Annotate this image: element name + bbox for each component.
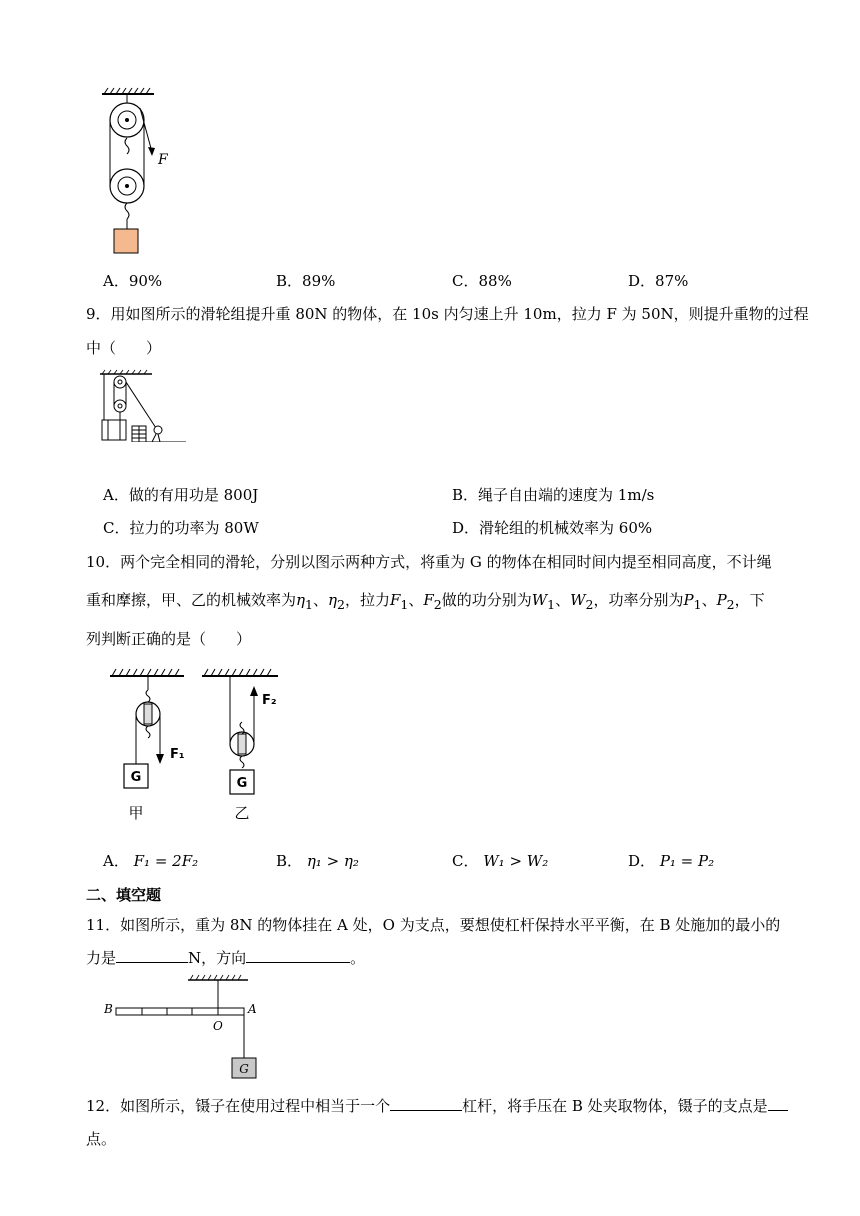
q11-label-g: G bbox=[239, 1062, 249, 1076]
q10-option-c: C． W₁ > W₂ bbox=[452, 852, 549, 870]
q8-option-a: A．90% bbox=[103, 272, 163, 290]
q12-blank-fulcrum[interactable] bbox=[768, 1096, 788, 1111]
q11-lever-figure bbox=[104, 972, 274, 1084]
q10-option-a: A． F₁ = 2F₂ bbox=[103, 852, 199, 870]
q10-stem-line3: 列判断正确的是（ ） bbox=[86, 630, 252, 648]
q10-pulley-figure bbox=[106, 664, 296, 828]
q10-stem-line2: 重和摩擦，甲、乙的机械效率为$\eta_1$、$\eta_2$，拉力$F_1$、$F_2$做的功分别为$W_1$、$W_2$，功率分别为$P_1$、$P_2$，下 bbox=[86, 591, 765, 612]
q11-label-o: O bbox=[213, 1019, 223, 1033]
q9-stem-line2: 中（ ） bbox=[86, 339, 162, 357]
q11-stem-line1: 11．如图所示，重为 8N 的物体挂在 A 处，O 为支点，要想使杠杆保持水平平衡，在 B 处施加的最小的 bbox=[86, 916, 781, 934]
q11-label-b: B bbox=[104, 1002, 113, 1016]
q10-left-weight: G bbox=[130, 770, 142, 785]
q11-blank-force[interactable] bbox=[116, 948, 188, 963]
q9-option-d: D．滑轮组的机械效率为 60% bbox=[452, 519, 653, 537]
q9-option-a: A．做的有用功是 800J bbox=[103, 486, 259, 504]
q10-right-label: 乙 bbox=[234, 804, 250, 822]
q11-blank-direction[interactable] bbox=[246, 948, 350, 963]
q8-force-label: F bbox=[158, 152, 168, 168]
q9-option-c: C．拉力的功率为 80W bbox=[103, 519, 259, 537]
q10-f2-label: F₂ bbox=[262, 693, 277, 708]
q12-stem-line2: 点。 bbox=[86, 1130, 117, 1148]
q11-stem-line2: 力是 N，方向 。 bbox=[86, 949, 366, 967]
q8-pulley-figure bbox=[96, 86, 186, 256]
q10-option-d: D． P₁ = P₂ bbox=[628, 852, 715, 870]
q10-stem-line1: 10．两个完全相同的滑轮，分别以图示两种方式，将重为 G 的物体在相同时间内提至相同高度，不计绳 bbox=[86, 553, 772, 571]
q10-f1-label: F₁ bbox=[170, 747, 185, 762]
q8-option-b: B．89% bbox=[276, 272, 336, 290]
q8-option-c: C．88% bbox=[452, 272, 512, 290]
q12-stem-line1: 12．如图所示，镊子在使用过程中相当于一个 杠杆，将手压在 B 处夹取物体，镊子的支点是 bbox=[86, 1095, 788, 1116]
q9-stem-line1: 9．用如图所示的滑轮组提升重 80N 的物体，在 10s 内匀速上升 10m，拉力 F 为 50N，则提升重物的过程 bbox=[86, 305, 809, 323]
q10-left-label: 甲 bbox=[128, 804, 144, 822]
q10-option-b: B． η₁ > η₂ bbox=[276, 852, 359, 870]
q9-option-b: B．绳子自由端的速度为 1m/s bbox=[452, 486, 655, 504]
q8-option-d: D．87% bbox=[628, 272, 689, 290]
q10-right-weight: G bbox=[236, 776, 248, 791]
q12-blank-lever-type[interactable] bbox=[390, 1096, 462, 1111]
q11-label-a: A bbox=[248, 1002, 257, 1016]
section-title: 二、填空题 bbox=[86, 886, 162, 904]
q9-pulley-figure bbox=[98, 368, 188, 442]
